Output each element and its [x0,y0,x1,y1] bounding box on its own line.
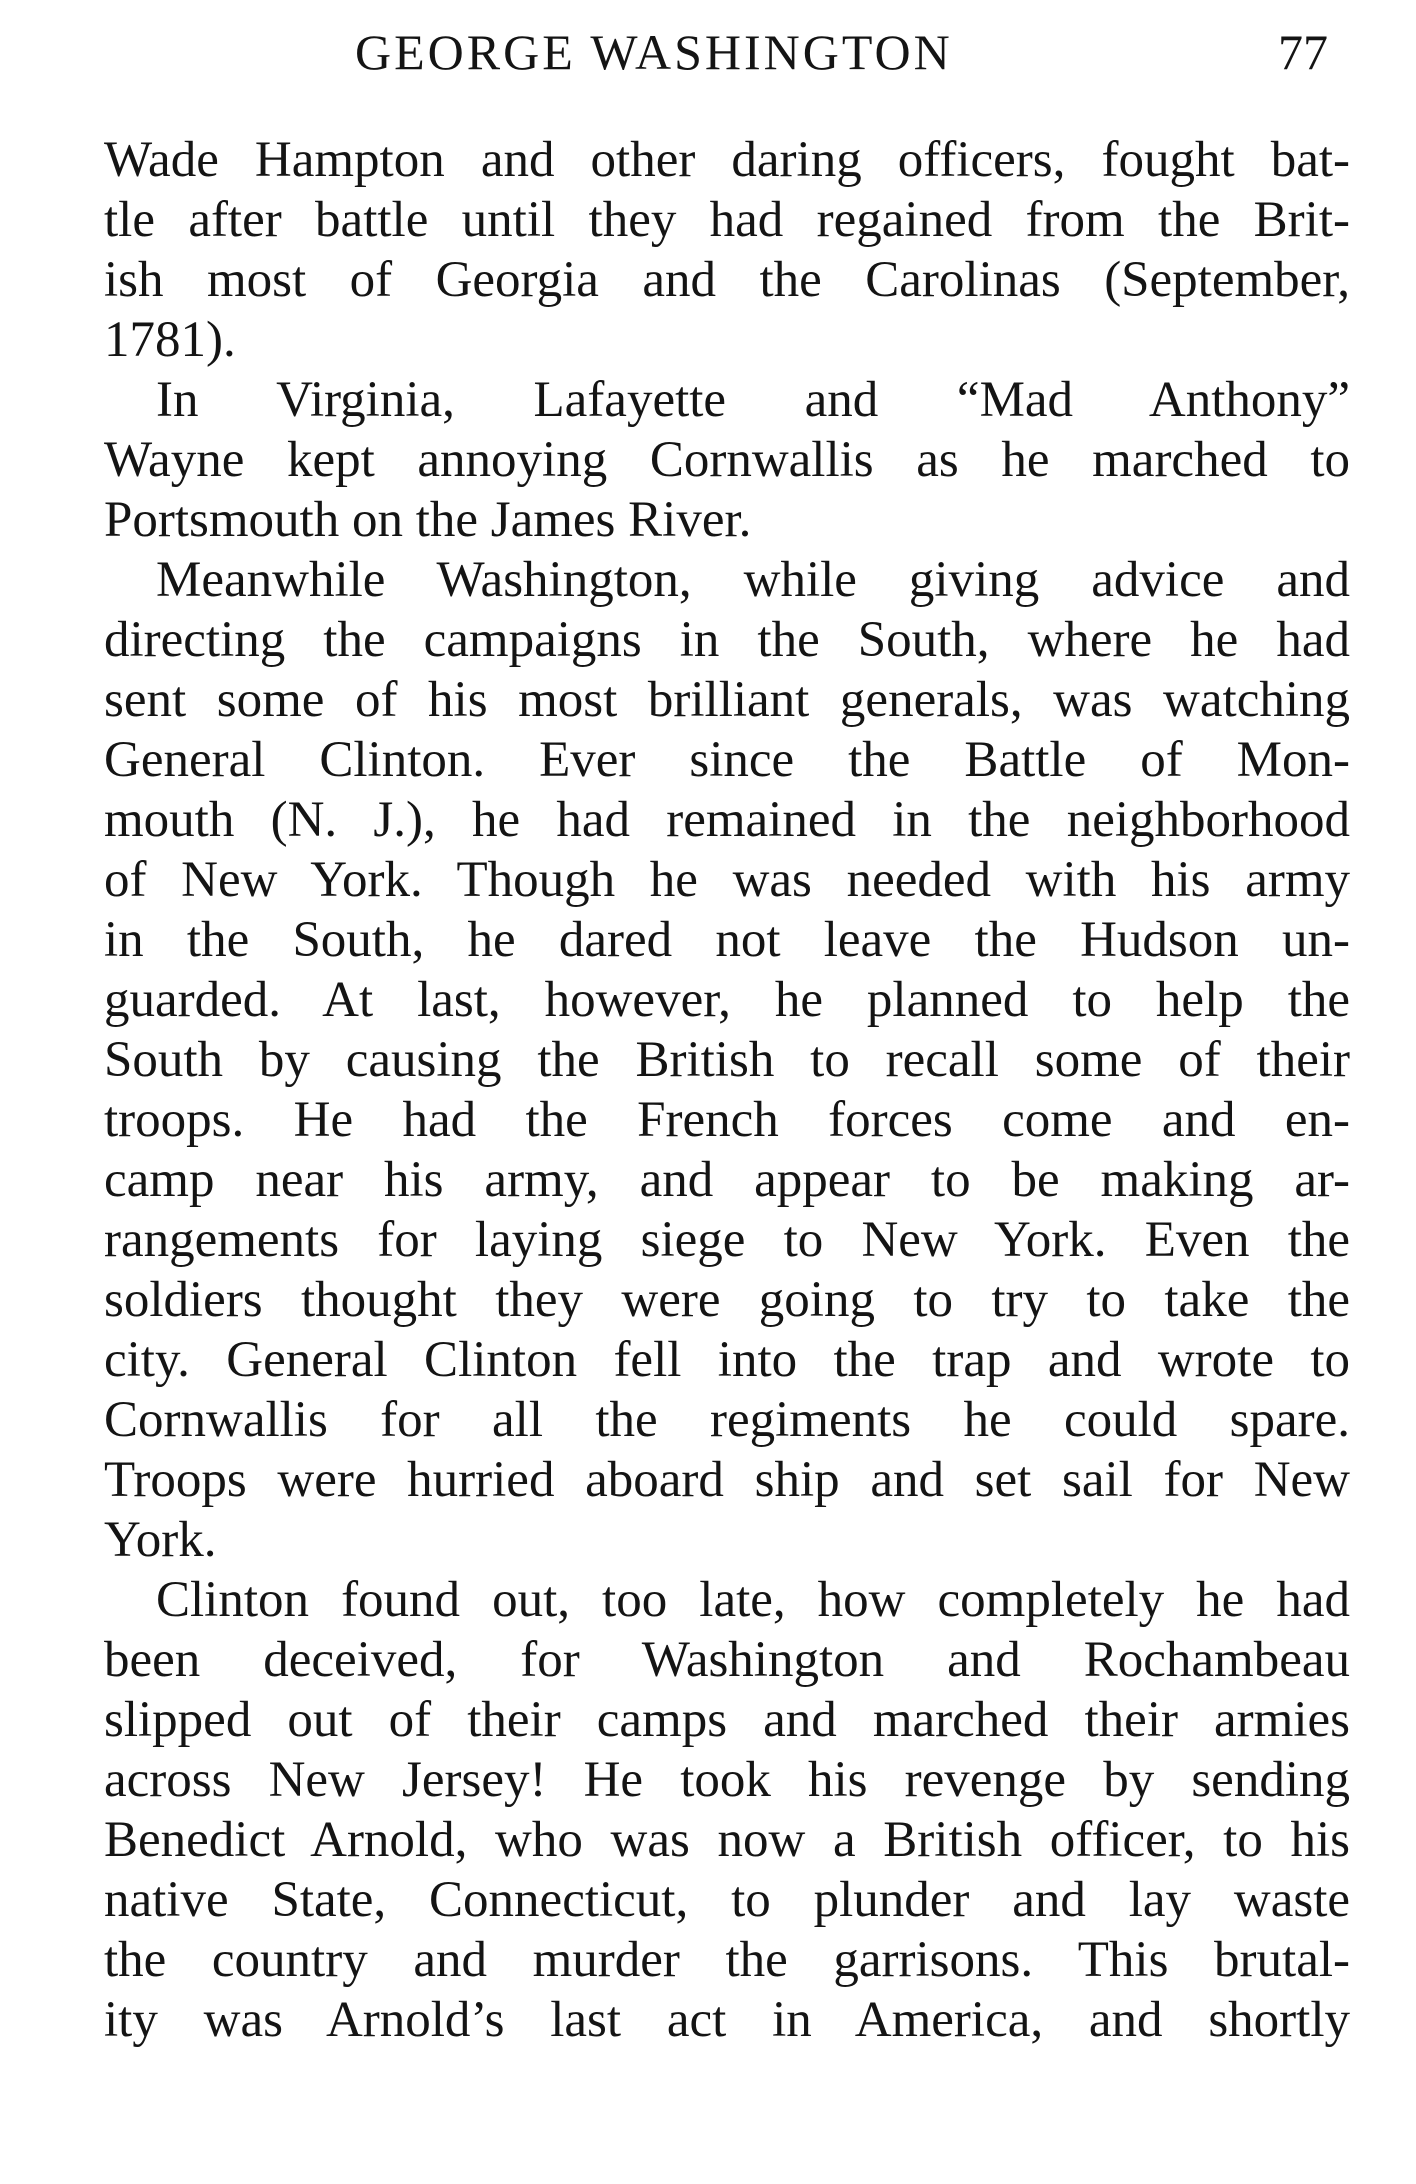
page-number: 77 [1278,24,1328,80]
text-line: York. [104,1512,217,1568]
text-line: camp near his army, and appear to be making ar- [104,1152,1350,1208]
text-line: tle after battle until they had regained from the Brit- [104,192,1350,248]
text-line: rangements for laying siege to New York. Even the [104,1212,1350,1268]
text-line: Troops were hurried aboard ship and set sail for New [104,1452,1350,1508]
text-line: ish most of Georgia and the Carolinas (September, [104,252,1350,308]
text-line: city. General Clinton fell into the trap and wrote to [104,1332,1350,1388]
text-line: been deceived, for Washington and Rochambeau [104,1632,1350,1688]
body-text [104,130,1350,2050]
text-line: across New Jersey! He took his revenge by sending [104,1752,1350,1808]
text-line: ity was Arnold’s last act in America, and shortly [104,1992,1350,2048]
text-line: sent some of his most brilliant generals, was watching [104,672,1350,728]
text-line: Wade Hampton and other daring officers, fought bat- [104,132,1350,188]
text-line: of New York. Though he was needed with his army [104,852,1350,908]
paragraph-first-line: In Virginia, Lafayette and “Mad Anthony” [156,372,1350,428]
paragraph-first-line: Meanwhile Washington, while giving advice and [156,552,1350,608]
text-line: 1781). [104,312,236,368]
text-line: soldiers thought they were going to try to take the [104,1272,1350,1328]
text-line: guarded. At last, however, he planned to help the [104,972,1350,1028]
text-line: directing the campaigns in the South, where he had [104,612,1350,668]
text-line: mouth (N. J.), he had remained in the neighborhood [104,792,1350,848]
text-line: Cornwallis for all the regiments he could spare. [104,1392,1350,1448]
running-title: GEORGE WASHINGTON [355,24,953,80]
running-head [0,22,1416,82]
paragraph-first-line: Clinton found out, too late, how completely he had [156,1572,1350,1628]
text-line: in the South, he dared not leave the Hudson un- [104,912,1350,968]
text-line: the country and murder the garrisons. This brutal- [104,1932,1350,1988]
text-line: Wayne kept annoying Cornwallis as he marched to [104,432,1350,488]
text-line: troops. He had the French forces come and en- [104,1092,1350,1148]
text-line: South by causing the British to recall some of their [104,1032,1350,1088]
text-line: slipped out of their camps and marched their armies [104,1692,1350,1748]
text-line: native State, Connecticut, to plunder and lay waste [104,1872,1350,1928]
text-line: Portsmouth on the James River. [104,492,752,548]
text-line: General Clinton. Ever since the Battle of Mon- [104,732,1350,788]
text-line: Benedict Arnold, who was now a British officer, to his [104,1812,1350,1868]
